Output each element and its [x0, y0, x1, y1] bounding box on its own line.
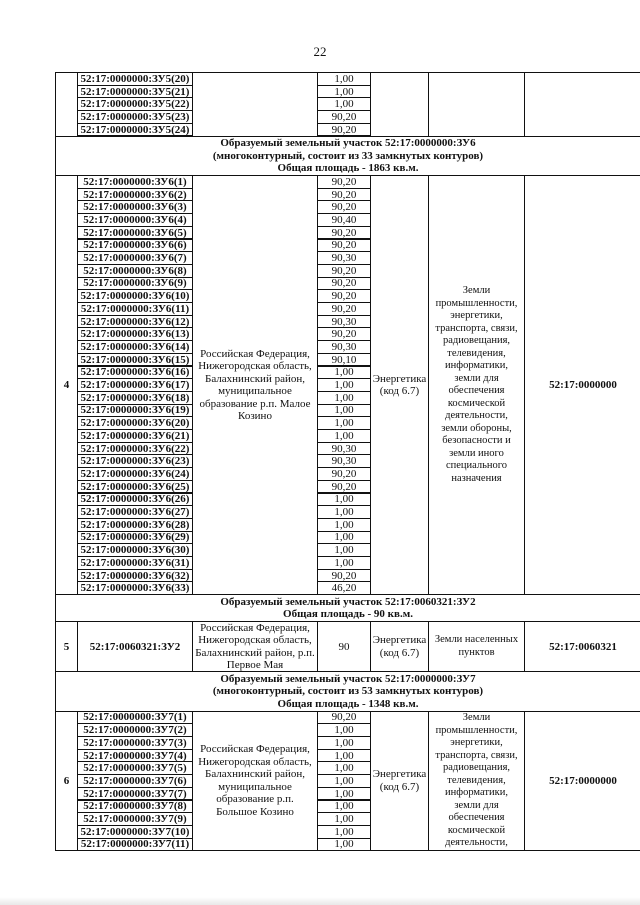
plot-address: Российская Федерация, Нижегородская область, Балахнинский район, р.п. Первое Мая — [192, 621, 318, 672]
contour-area: 90,20 — [317, 480, 371, 494]
contour-area: 90,30 — [317, 442, 371, 456]
contour-code: 52:17:0000000:ЗУ6(11) — [77, 302, 193, 316]
plot-title-line: Образуемый земельный участок 52:17:0000000:ЗУ7 — [220, 672, 476, 685]
land-category: Земли промышленности, энергетики, транспорта, связи, радиовещания, телевидения, информатики, земли для обеспечения космической деятельности, земли обороны, безопасности и земли иного специального назначения — [428, 175, 525, 595]
contour-area: 90,40 — [317, 213, 371, 227]
contour-code: 52:17:0000000:ЗУ6(15) — [77, 353, 193, 367]
contour-area: 46,20 — [317, 581, 371, 595]
contour-code: 52:17:0000000:ЗУ7(2) — [77, 723, 193, 737]
contour-code: 52:17:0000000:ЗУ6(4) — [77, 213, 193, 227]
cadastral-quarter: 52:17:0060321 — [524, 621, 640, 672]
document-page — [55, 72, 640, 905]
plot-title-banner — [55, 136, 640, 177]
contour-code: 52:17:0060321:ЗУ2 — [77, 621, 193, 672]
contour-code: 52:17:0000000:ЗУ6(24) — [77, 467, 193, 481]
plot-title-line: (многоконтурный, состоит из 53 замкнутых контуров) — [212, 685, 484, 698]
page-number: 22 — [313, 44, 327, 59]
contour-code: 52:17:0000000:ЗУ6(7) — [77, 251, 193, 265]
contour-code: 52:17:0000000:ЗУ6(33) — [77, 581, 193, 595]
row-number-cell — [55, 72, 78, 137]
contour-code: 52:17:0000000:ЗУ6(14) — [77, 340, 193, 354]
permitted-use: Энергетика (код 6.7) — [370, 175, 429, 595]
contour-code: 52:17:0000000:ЗУ6(30) — [77, 543, 193, 557]
contour-area: 90,30 — [317, 251, 371, 265]
contour-area: 1,00 — [317, 493, 371, 507]
cadastral-quarter: 52:17:0000000 — [524, 711, 640, 852]
contour-code: 52:17:0000000:ЗУ6(26) — [77, 493, 193, 507]
plot-title-banner — [55, 671, 640, 712]
plot-address: Российская Федерация, Нижегородская область, Балахнинский район, муниципальное образование р.п. Большое Козино — [192, 711, 318, 852]
contour-code: 52:17:0000000:ЗУ7(4) — [77, 749, 193, 763]
plot-title-line: Общая площадь - 1348 кв.м. — [277, 697, 419, 710]
contour-code: 52:17:0000000:ЗУ6(5) — [77, 226, 193, 240]
contour-area: 90,20 — [317, 175, 371, 189]
contour-area: 90,20 — [317, 711, 371, 725]
plot-number: 5 — [55, 621, 78, 672]
contour-code: 52:17:0000000:ЗУ7(3) — [77, 736, 193, 750]
contour-area: 1,00 — [317, 556, 371, 570]
contour-code: 52:17:0000000:ЗУ6(23) — [77, 454, 193, 468]
permitted-use: Энергетика (код 6.7) — [370, 711, 429, 852]
land-category: Земли населенных пунктов — [428, 621, 525, 672]
contour-code: 52:17:0000000:ЗУ5(20) — [77, 72, 193, 86]
contour-area: 1,00 — [317, 518, 371, 532]
contour-code: 52:17:0000000:ЗУ7(6) — [77, 774, 193, 788]
contour-code: 52:17:0000000:ЗУ7(1) — [77, 711, 193, 725]
contour-area: 1,00 — [317, 391, 371, 405]
contour-area: 1,00 — [317, 429, 371, 443]
use-cell — [370, 72, 429, 137]
contour-code: 52:17:0000000:ЗУ6(25) — [77, 480, 193, 494]
contour-code: 52:17:0000000:ЗУ6(27) — [77, 505, 193, 519]
contour-area: 90,20 — [317, 569, 371, 583]
plot-title-line: Общая площадь - 90 кв.м. — [283, 608, 413, 621]
contour-area: 1,00 — [317, 97, 371, 111]
contour-code: 52:17:0000000:ЗУ6(8) — [77, 264, 193, 278]
contour-code: 52:17:0000000:ЗУ7(5) — [77, 761, 193, 775]
plot-title-line: Образуемый земельный участок 52:17:0060321:ЗУ2 — [220, 595, 476, 608]
contour-code: 52:17:0000000:ЗУ7(7) — [77, 787, 193, 801]
contour-area: 90,30 — [317, 315, 371, 329]
contour-area: 1,00 — [317, 416, 371, 430]
contour-area: 1,00 — [317, 825, 371, 839]
plot-title-banner — [55, 594, 640, 622]
contour-code: 52:17:0000000:ЗУ7(10) — [77, 825, 193, 839]
contour-code: 52:17:0000000:ЗУ6(13) — [77, 327, 193, 341]
contour-area: 90,20 — [317, 302, 371, 316]
contour-area: 1,00 — [317, 736, 371, 750]
contour-area: 1,00 — [317, 787, 371, 801]
contour-code: 52:17:0000000:ЗУ6(31) — [77, 556, 193, 570]
contour-area: 90,20 — [317, 226, 371, 240]
contour-code: 52:17:0000000:ЗУ6(10) — [77, 289, 193, 303]
contour-code: 52:17:0000000:ЗУ5(24) — [77, 123, 193, 137]
contour-area: 90,20 — [317, 467, 371, 481]
contour-area: 90,20 — [317, 200, 371, 214]
contour-area: 1,00 — [317, 366, 371, 380]
plot-title-line: Общая площадь - 1863 кв.м. — [277, 162, 419, 174]
permitted-use: Энергетика (код 6.7) — [370, 621, 429, 672]
contour-area: 90,20 — [317, 188, 371, 202]
contour-code: 52:17:0000000:ЗУ7(9) — [77, 812, 193, 826]
contour-code: 52:17:0000000:ЗУ6(6) — [77, 239, 193, 253]
contour-area: 1,00 — [317, 800, 371, 814]
land-plots-table — [55, 72, 640, 905]
plot-title-line: Образуемый земельный участок 52:17:0000000:ЗУ6 — [220, 137, 476, 149]
contour-area: 1,00 — [317, 838, 371, 852]
contour-code: 52:17:0000000:ЗУ6(2) — [77, 188, 193, 202]
contour-code: 52:17:0000000:ЗУ6(16) — [77, 366, 193, 380]
cadastral-cell — [524, 72, 640, 137]
contour-area: 1,00 — [317, 812, 371, 826]
contour-area: 90,20 — [317, 239, 371, 253]
contour-area: 90,20 — [317, 264, 371, 278]
contour-code: 52:17:0000000:ЗУ6(21) — [77, 429, 193, 443]
contour-code: 52:17:0000000:ЗУ6(19) — [77, 404, 193, 418]
contour-code: 52:17:0000000:ЗУ5(22) — [77, 97, 193, 111]
contour-area: 1,00 — [317, 404, 371, 418]
contour-area: 90,20 — [317, 123, 371, 137]
cadastral-quarter: 52:17:0000000 — [524, 175, 640, 595]
contour-code: 52:17:0000000:ЗУ7(8) — [77, 800, 193, 814]
contour-code: 52:17:0000000:ЗУ6(1) — [77, 175, 193, 189]
contour-code: 52:17:0000000:ЗУ7(11) — [77, 838, 193, 852]
contour-area: 1,00 — [317, 723, 371, 737]
contour-area: 1,00 — [317, 749, 371, 763]
contour-area: 90,30 — [317, 454, 371, 468]
contour-code: 52:17:0000000:ЗУ6(32) — [77, 569, 193, 583]
contour-area: 90,20 — [317, 289, 371, 303]
scan-edge — [0, 897, 640, 905]
contour-area: 1,00 — [317, 774, 371, 788]
contour-code: 52:17:0000000:ЗУ6(28) — [77, 518, 193, 532]
contour-area: 1,00 — [317, 378, 371, 392]
category-cell — [428, 72, 525, 137]
contour-area: 90,20 — [317, 327, 371, 341]
plot-address: Российская Федерация, Нижегородская область, Балахнинский район, муниципальное образование р.п. Малое Козино — [192, 175, 318, 595]
contour-code: 52:17:0000000:ЗУ5(23) — [77, 110, 193, 124]
contour-code: 52:17:0000000:ЗУ6(22) — [77, 442, 193, 456]
contour-area: 90,20 — [317, 110, 371, 124]
contour-code: 52:17:0000000:ЗУ6(12) — [77, 315, 193, 329]
contour-area: 1,00 — [317, 72, 371, 86]
contour-area: 90,10 — [317, 353, 371, 367]
contour-code: 52:17:0000000:ЗУ6(29) — [77, 531, 193, 545]
contour-code: 52:17:0000000:ЗУ5(21) — [77, 85, 193, 99]
address-cell — [192, 72, 318, 137]
plot-number: 4 — [55, 175, 78, 595]
contour-area: 90 — [317, 621, 371, 672]
contour-area: 1,00 — [317, 531, 371, 545]
land-category: Земли промышленности, энергетики, транспорта, связи, радиовещания, телевидения, информатики, земли для обеспечения космической деятельности, — [428, 711, 525, 852]
contour-code: 52:17:0000000:ЗУ6(17) — [77, 378, 193, 392]
contour-code: 52:17:0000000:ЗУ6(18) — [77, 391, 193, 405]
contour-area: 90,20 — [317, 277, 371, 291]
plot-number: 6 — [55, 711, 78, 852]
contour-code: 52:17:0000000:ЗУ6(9) — [77, 277, 193, 291]
plot-title-line: (многоконтурный, состоит из 33 замкнутых контуров) — [212, 149, 484, 162]
contour-area: 1,00 — [317, 505, 371, 519]
contour-code: 52:17:0000000:ЗУ6(3) — [77, 200, 193, 214]
contour-area: 1,00 — [317, 761, 371, 775]
contour-code: 52:17:0000000:ЗУ6(20) — [77, 416, 193, 430]
contour-area: 1,00 — [317, 85, 371, 99]
contour-area: 1,00 — [317, 543, 371, 557]
contour-area: 90,30 — [317, 340, 371, 354]
